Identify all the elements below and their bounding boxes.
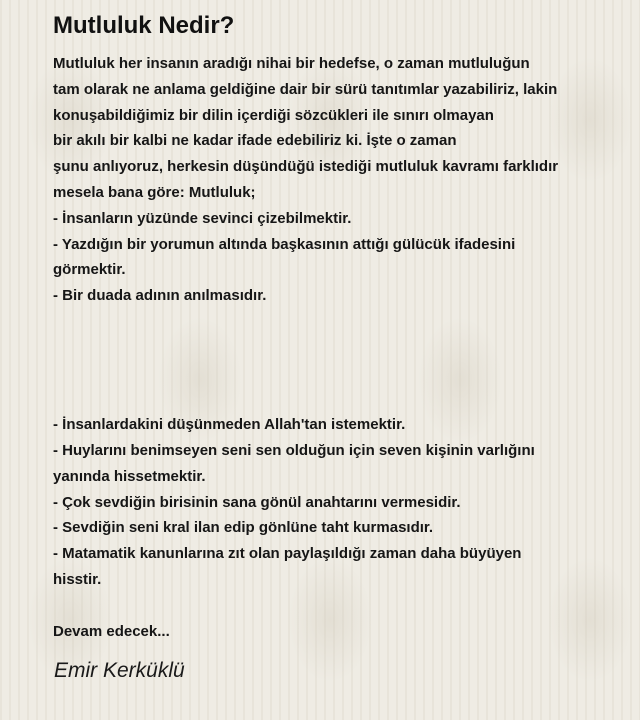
poem-line: - İnsanlardakini düşünmeden Allah'tan istemektir. bbox=[53, 416, 406, 434]
poem-line: görmektir. bbox=[53, 261, 126, 279]
stanza-2 bbox=[53, 412, 623, 593]
poem-line: bir akılı bir kalbi ne kadar ifade edebiliriz ki. İşte o zaman bbox=[53, 132, 457, 150]
poem-line: - Çok sevdiğin birisinin sana gönül anahtarını vermesidir. bbox=[53, 493, 461, 511]
author-name: Emir Kerküklü bbox=[54, 659, 185, 682]
poem-line: - Yazdığın bir yorumun altında başkasının attığı gülücük ifadesini bbox=[53, 235, 516, 253]
poem-line: hisstir. bbox=[53, 570, 102, 588]
poem-title: Mutluluk Nedir? bbox=[53, 12, 235, 39]
poem-line: - Bir duada adının anılmasıdır. bbox=[53, 287, 267, 305]
poem-line: Mutluluk her insanın aradığı nihai bir hedefse, o zaman mutluluğun bbox=[53, 55, 530, 72]
poem-line: konuşabildiğimiz bir dilin içerdiği sözcükleri ile sınırı olmayan bbox=[53, 106, 494, 124]
poem-body bbox=[53, 51, 623, 644]
closing-spacer bbox=[53, 593, 623, 619]
poem-line: - Matamatik kanunlarına zıt olan paylaşıldığı zaman daha büyüyen bbox=[53, 545, 522, 563]
poem-line: şunu anlıyoruz, herkesin düşündüğü istediği mutluluk kavramı farklıdır bbox=[53, 158, 559, 176]
poem-line: - İnsanların yüzünde sevinci çizebilmektir. bbox=[53, 209, 352, 227]
poem-line: - Sevdiğin seni kral ilan edip gönlüne taht kurmasıdır. bbox=[53, 519, 434, 537]
poem-line: - Huylarını benimseyen seni sen olduğun için seven kişinin varlığını bbox=[53, 441, 535, 459]
stanza-spacer bbox=[53, 309, 623, 412]
poem-line: yanında hissetmektir. bbox=[53, 467, 206, 485]
closing-line: Devam edecek... bbox=[53, 622, 170, 640]
poem-line: mesela bana göre: Mutluluk; bbox=[53, 183, 256, 201]
stanza-1 bbox=[53, 51, 623, 309]
poem-line: tam olarak ne anlama geldiğine dair bir sürü tanıtımlar yazabiliriz, lakin bbox=[53, 80, 558, 98]
